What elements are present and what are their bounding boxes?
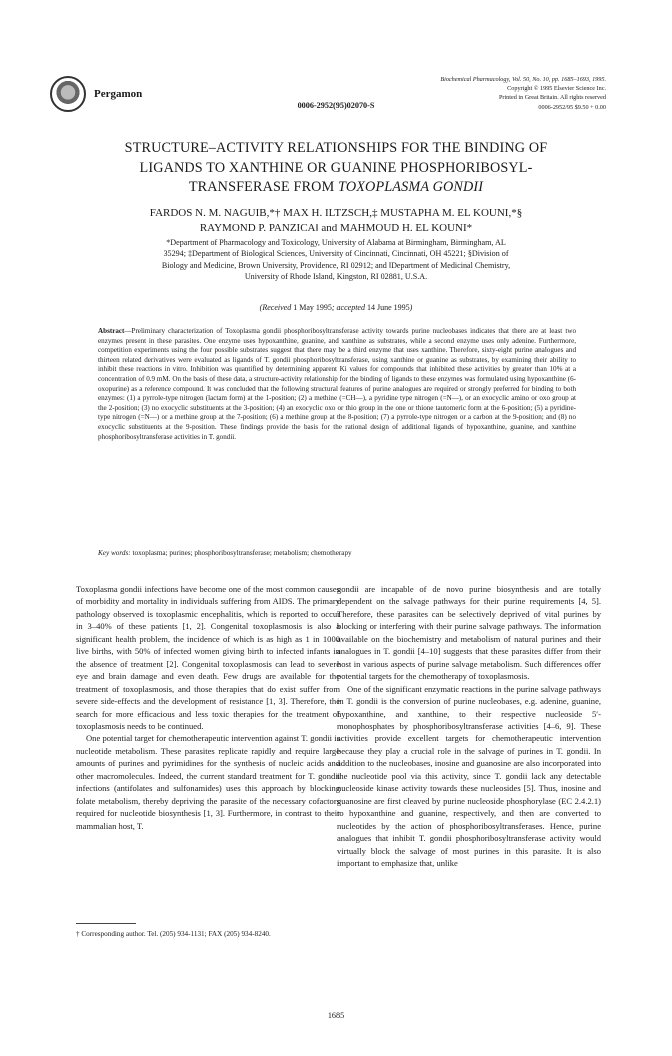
authors-line-1: FARDOS N. M. NAGUIB,*† MAX H. ILTZSCH,‡ MUSTAPHA M. EL KOUNI,*§	[149, 207, 523, 219]
keywords-text: toxoplasma; purines; phosphoribosyltransferase; metabolism; chemotherapy	[132, 549, 352, 557]
publisher-name: Pergamon	[94, 88, 143, 100]
keywords	[98, 549, 576, 557]
affiliation-line-4: University of Rhode Island, Kingston, RI 02881, U.S.A.	[244, 272, 428, 282]
footnote-divider	[76, 923, 136, 924]
affiliations	[72, 237, 600, 283]
page-number: 1685	[327, 1011, 345, 1020]
abstract-heading: Abstract	[98, 327, 125, 335]
body-left-column	[76, 583, 340, 832]
paragraph: gondii are incapable of de novo purine biosynthesis and are totally dependent on the salvage pathways for their purine requirements [4, 5]. Therefore, these parasites can be selectively deprived of vital purines by blocking or interfering with their purine salvage pathways. The information available on the biochemistry and metabolism of natural purines and their analogues in T. gondii [4–10] suggests that these parasites differ from their host in various aspects of purine salvage metabolism. Such differences offer potential targets for the chemotherapy of toxoplasmosis.	[337, 584, 601, 682]
copyright-line: Copyright © 1995 Elsevier Science Inc.	[507, 85, 606, 93]
title-organism: TOXOPLASMA GONDII	[338, 179, 484, 195]
affiliation-line-3: Biology and Medicine, Brown University, Providence, RI 02912; and ‖Department of Medicinal Chemistry,	[161, 260, 511, 270]
footnote: † Corresponding author. Tel. (205) 934-1131; FAX (205) 934-8240.	[76, 930, 271, 938]
abstract	[98, 327, 576, 442]
title-line-1: STRUCTURE–ACTIVITY RELATIONSHIPS FOR THE BINDING OF	[124, 140, 548, 156]
pii-code: 0006-2952(95)02070-S	[297, 101, 375, 110]
keywords-heading: Key words:	[98, 549, 131, 557]
paragraph: Toxoplasma gondii infections have become one of the most common causes of morbidity and mortality in individuals suffering from AIDS. The primary pathology observed is toxoplasmic encephalitis, which is reported to occur in 3–40% of these patients [1, 2]. Congenital toxoplasmosis is also a significant health problem, the incidence of which is as high as 1 in 1000 live births, with 50% of infected women giving birth to infected infants in the absence of treatment [2]. Congenital toxoplasmosis can lead to severe eye and brain damage and even death. Few drugs are available for the treatment of toxoplasmosis, and those therapies that do exist suffer from severe side-effects and the development of resistance [1, 3]. Therefore, the search for more efficacious and less toxic therapies for the treatment of toxoplasmosis needs to be continued.	[76, 584, 340, 731]
paper-title	[60, 139, 612, 198]
authors-line-2: RAYMOND P. PANZICA‖ and MAHMOUD H. EL KOUNI*	[199, 221, 473, 234]
affiliation-line-2: 35294; ‡Department of Biological Sciences, University of Cincinnati, Cincinnati, OH 45221; §Division of	[163, 249, 509, 259]
journal-citation: Biochemical Pharmacology, Vol. 50, No. 10, pp. 1685–1693, 1995.	[440, 76, 606, 83]
title-line-3: TRANSFERASE FROM TOXOPLASMA GONDII	[188, 179, 484, 195]
issn-line: 0006-2952/95 $9.50 + 0.00	[538, 103, 606, 111]
title-line-2: LIGANDS TO XANTHINE OR GUANINE PHOSPHORIBOSYL-	[139, 159, 533, 176]
paragraph: One of the significant enzymatic reactions in the purine salvage pathways in T. gondii is the conversion of purine nucleobases, e.g. adenine, guanine, hypoxanthine, and xanthine, to their respective nucleoside 5′-monophosphates by phosphoribosyltransferase activities [4–6, 9]. These activities provide excellent targets for chemotherapeutic intervention because they play a crucial role in the salvage of purines in T. gondii. In addition to the nucleobases, inosine and guanosine are also incorporated into the nucleotide pool via this activity, since T. gondii lack any detectable nucleoside kinase activity towards these nucleosides [5]. Thus, inosine and guanosine are first cleaved by purine nucleoside phosphorylase (EC 2.4.2.1) to hypoxanthine and guanine, respectively, and then are converted to nucleotides by the action of phosphoribosyltransferases. Hence, purine analogues that inhibit T. gondii phosphoribosyltransferase activity would virtually block the salvage of most purines in this parasite. It is also important to emphasize that, unlike	[337, 683, 601, 868]
printed-line: Printed in Great Britain. All rights reserved	[498, 94, 606, 102]
received-date: 1 May 1995	[293, 303, 332, 312]
received-dates: (Received 1 May 1995; accepted 14 June 1995)	[259, 303, 413, 312]
author-list	[60, 206, 612, 235]
body-right-column	[337, 583, 601, 869]
affiliation-line-1: *Department of Pharmacology and Toxicology, University of Alabama at Birmingham, Birmingham, AL	[166, 238, 506, 247]
accepted-date: 14 June 1995	[366, 303, 410, 312]
abstract-text: —Preliminary characterization of Toxoplasma gondii phosphoribosyltransferase activity towards purine nucleobases indicates that there are at least two enzymes present in these parasites. One enzyme uses hypoxanthine, guanine, and xanthine as substrates, while a second enzyme uses only adenine. Furthermore, competition experiments using the four possible substrates suggest that there may be a third enzyme that uses xanthine. Therefore, sixty-eight purine analogues and thirteen related derivatives were evaluated as ligands of T. gondii phosphoribosyltransferase, using xanthine or guanine as substrates, by examining their ability to inhibit these reactions in vitro. Inhibition was quantified by determining apparent Ki values for compounds that inhibited these activities by greater than 10% at a concentration of 0.9 mM. On the basis of these data, a structure-activity relationship for the binding of ligands to these enzymes was formulated using hypoxanthine (6-oxopurine) as a reference compound. It was concluded that the following structural features of purine analogues are required or strongly preferred for binding to both enzymes: (1) a pyrrole-type nitrogen (lactam form) at the 1-position; (2) a methine (=CH—), a pyridine type nitrogen (=N—), or an exocyclic amino or oxo group at the 2-position; (3) no exocyclic substituents at the 3-position; (4) an exocyclic oxo or thio group in the one or thione tautomeric form at the 6-position; (5) a pyridine-type nitrogen (=N—) or a methine group at the 7-position; (6) a methine group at the 8-position; (7) a pyrrole-type nitrogen or a carbon at the 9-position; and (8) no exocyclic substituents at the 9-position. These findings provide the basis for the rational design of additional ligands of hypoxanthine, guanine, and xanthine phosphoribosyltransferase activities in T. gondii.	[98, 327, 576, 441]
paragraph: One potential target for chemotherapeutic intervention against T. gondii is nucleotide metabolism. These parasites replicate rapidly and require large amounts of purines and pyrimidines for the synthesis of nucleic acids and other macromolecules. Indeed, the current standard treatment for T. gondii infections (antifolates and sulfonamides) uses this approach by blocking folate metabolism, thereby depriving the parasite of the necessary cofactors required for nucleotide biosynthesis [1, 3]. Furthermore, in contrast to their mammalian host, T.	[76, 733, 340, 831]
